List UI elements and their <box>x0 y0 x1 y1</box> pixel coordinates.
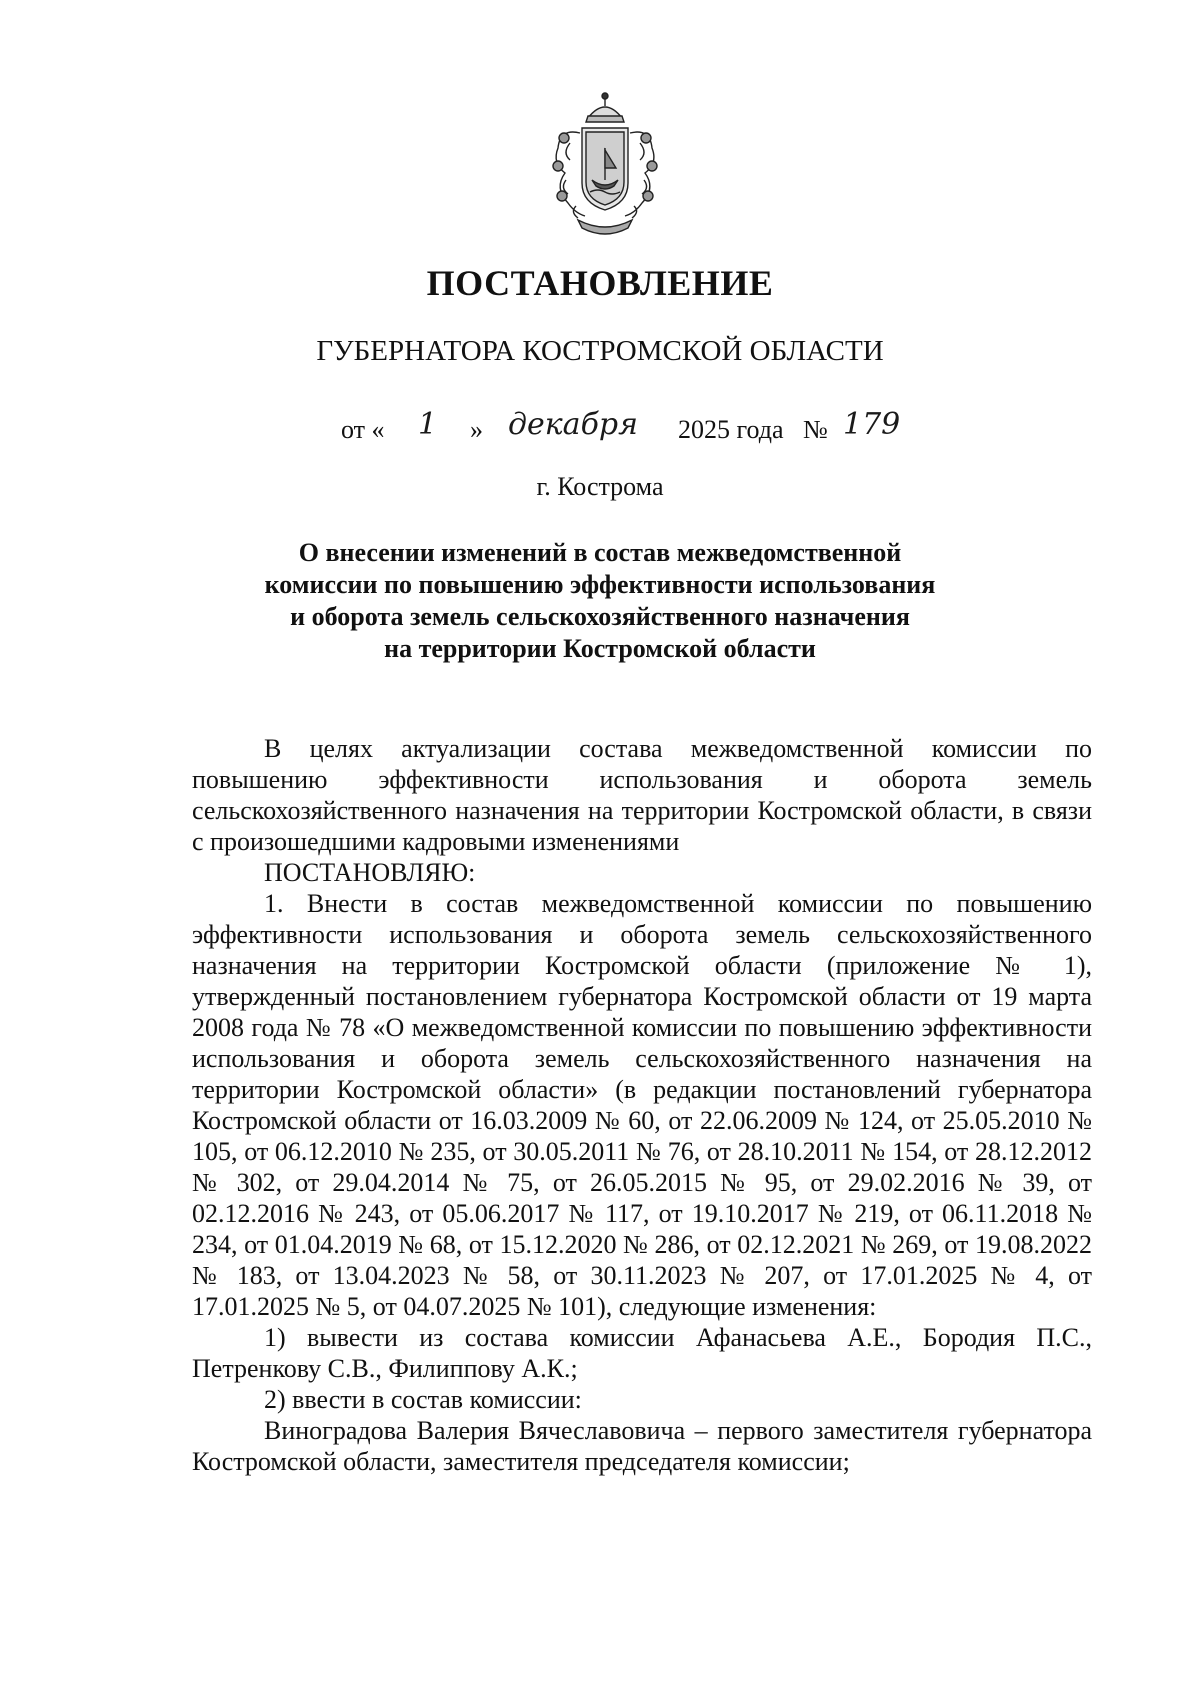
date-day-handwritten: 1 <box>418 407 438 442</box>
city: г. Кострома <box>536 472 664 501</box>
number-sign: № <box>803 415 828 444</box>
paragraph-preamble: В целях актуализации состава межведомственной комиссии по повышению эффективности использования и оборота земель сельскохозяйственного назначения на территории Костромской области, в связи с произошедшими кадровыми изменениями <box>192 734 1092 856</box>
paragraph-member: Виноградова Валерия Вячеславовича – первого заместителя губернатора Костромской области, заместителя председателя комиссии; <box>192 1416 1092 1476</box>
paragraph-resolve: ПОСТАНОВЛЯЮ: <box>264 858 476 887</box>
date-prefix: от « <box>341 415 385 444</box>
paragraph-subitem-1: 1) вывести из состава комиссии Афанасьева А.Е., Бородия П.С., Петренкову С.В., Филиппову А.К.; <box>192 1323 1092 1383</box>
date-quote-close: » <box>470 415 483 444</box>
title-line: О внесении изменений в состав межведомственной <box>298 538 902 567</box>
document-title <box>180 537 1020 665</box>
document-number-handwritten: 179 <box>843 407 901 442</box>
paragraph-item-1: 1. Внести в состав межведомственной комиссии по повышению эффективности использования и оборота земель сельскохозяйственного назначения на территории Костромской области (приложение № 1), утвержденный постановлением губернатора Костромской области от 19 марта 2008 года № 78 «О межведомственной комиссии по повышению эффективности использования и оборота земель сельскохозяйственного назначения на территории Костромской области» (в редакции постановлений губернатора Костромской области от 16.03.2009 № 60, от 22.06.2009 № 124, от 25.05.2010 № 105, от 06.12.2010 № 235, от 30.05.2011 № 76, от 28.10.2011 № 154, от 28.12.2012 № 302, от 29.04.2014 № 75, от 26.05.2015 № 95, от 29.02.2016 № 39, от 02.12.2016 № 243, от 05.06.2017 № 117, от 19.10.2017 № 219, от 06.11.2018 № 234, от 01.04.2019 № 68, от 15.12.2020 № 286, от 02.12.2021 № 269, от 19.08.2022 № 183, от 13.04.2023 № 58, от 30.11.2023 № 207, от 17.01.2025 № 4, от 17.01.2025 № 5, от 04.07.2025 № 101), следующие изменения: <box>192 889 1092 1321</box>
paragraph-subitem-2: 2) ввести в состав комиссии: <box>264 1385 582 1414</box>
issuer-heading: ГУБЕРНАТОРА КОСТРОМСКОЙ ОБЛАСТИ <box>316 335 884 367</box>
coat-of-arms-emblem <box>540 88 670 243</box>
title-line: на территории Костромской области <box>384 634 816 663</box>
document-type-heading: ПОСТАНОВЛЕНИЕ <box>426 263 774 303</box>
date-year: 2025 года <box>678 415 784 444</box>
title-line: комиссии по повышению эффективности использования <box>264 570 936 599</box>
date-month-handwritten: декабря <box>508 407 638 442</box>
title-line: и оборота земель сельскохозяйственного назначения <box>290 602 910 631</box>
document-body <box>192 733 1092 1477</box>
date-line <box>0 405 1200 455</box>
